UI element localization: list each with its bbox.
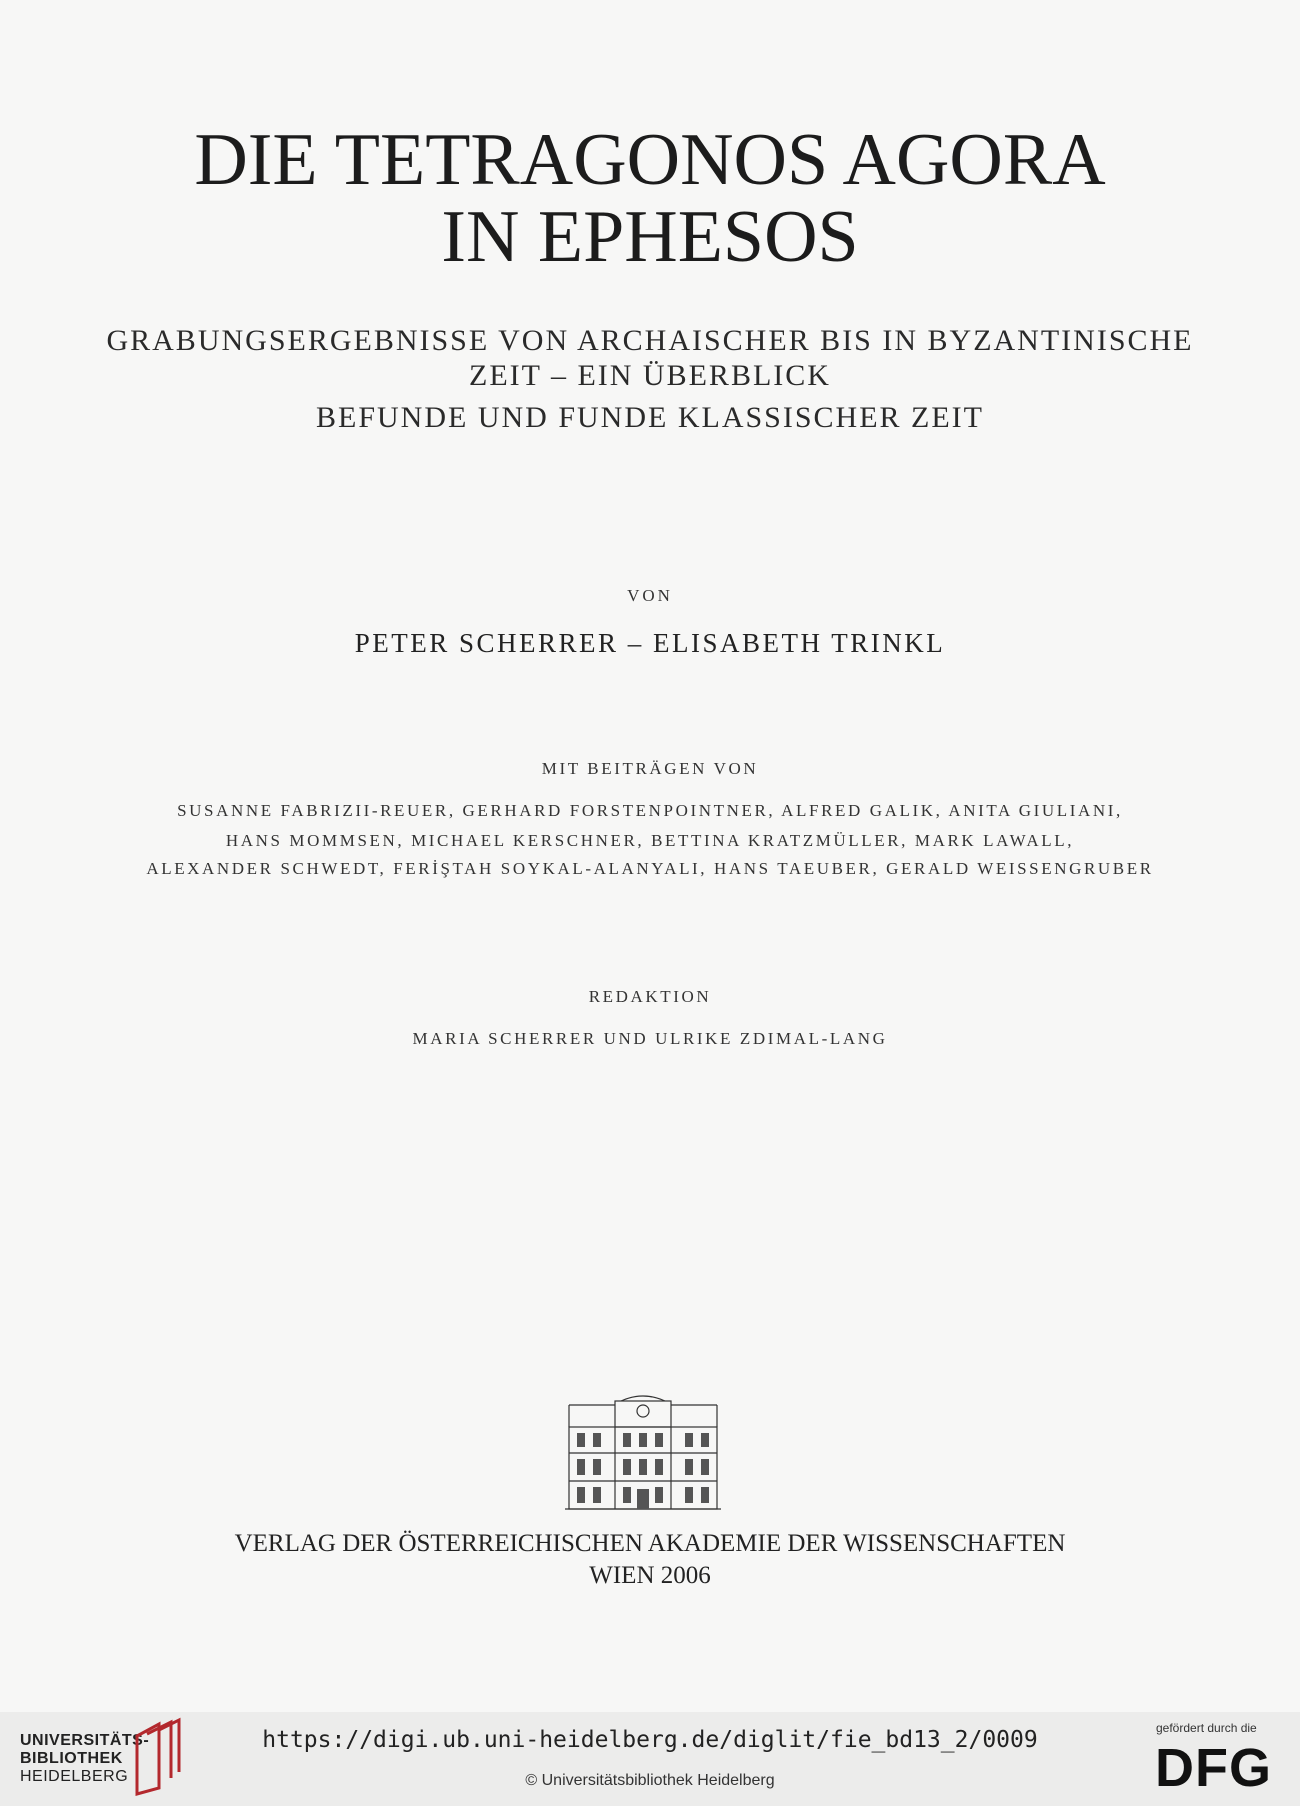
title-line-1: DIE TETRAGONOS AGORA bbox=[194, 119, 1106, 201]
library-name-line-1: UNIVERSITÄTS- bbox=[20, 1732, 150, 1749]
library-logo-icon bbox=[131, 1716, 181, 1796]
copyright-note: © Universitätsbibliothek Heidelberg bbox=[525, 1772, 775, 1789]
academy-building-logo bbox=[565, 1393, 721, 1511]
publisher-place-year: WIEN 2006 bbox=[589, 1562, 711, 1589]
subtitle-line-1: GRABUNGSERGEBNISSE VON ARCHAISCHER BIS IN BYZANTINISCHE bbox=[106, 324, 1194, 357]
title-line-2: IN EPHESOS bbox=[441, 196, 859, 278]
von-label: VON bbox=[627, 586, 673, 605]
library-name-line-3: HEIDELBERG bbox=[20, 1768, 129, 1785]
funding-note: gefördert durch die bbox=[1156, 1721, 1257, 1735]
authors: PETER SCHERRER – ELISABETH TRINKL bbox=[354, 628, 946, 658]
contributions-heading: MIT BEITRÄGEN VON bbox=[541, 759, 759, 778]
contributors-line-3: ALEXANDER SCHWEDT, FERİŞTAH SOYKAL-ALANYALI, HANS TAEUBER, GERALD WEISSENGRUBER bbox=[146, 859, 1154, 878]
subtitle-line-2: ZEIT – EIN ÜBERBLICK bbox=[469, 359, 831, 392]
subtitle-line-3: BEFUNDE UND FUNDE KLASSISCHER ZEIT bbox=[315, 401, 984, 434]
editors: MARIA SCHERRER UND ULRIKE ZDIMAL-LANG bbox=[412, 1029, 888, 1048]
library-name bbox=[20, 1732, 149, 1786]
contributors-line-2: HANS MOMMSEN, MICHAEL KERSCHNER, BETTINA KRATZMÜLLER, MARK LAWALL, bbox=[225, 831, 1075, 850]
contributors-line-1: SUSANNE FABRIZII-REUER, GERHARD FORSTENPOINTNER, ALFRED GALIK, ANITA GIULIANI, bbox=[177, 801, 1123, 820]
publisher-name: VERLAG DER ÖSTERREICHISCHEN AKADEMIE DER WISSENSCHAFTEN bbox=[234, 1530, 1066, 1557]
library-name-line-2: BIBLIOTHEK bbox=[20, 1750, 123, 1767]
permalink-url[interactable]: https://digi.ub.uni-heidelberg.de/diglit/fie_bd13_2/0009 bbox=[262, 1727, 1038, 1753]
dfg-logo: DFG bbox=[1155, 1738, 1272, 1798]
editing-heading: REDAKTION bbox=[588, 987, 712, 1006]
